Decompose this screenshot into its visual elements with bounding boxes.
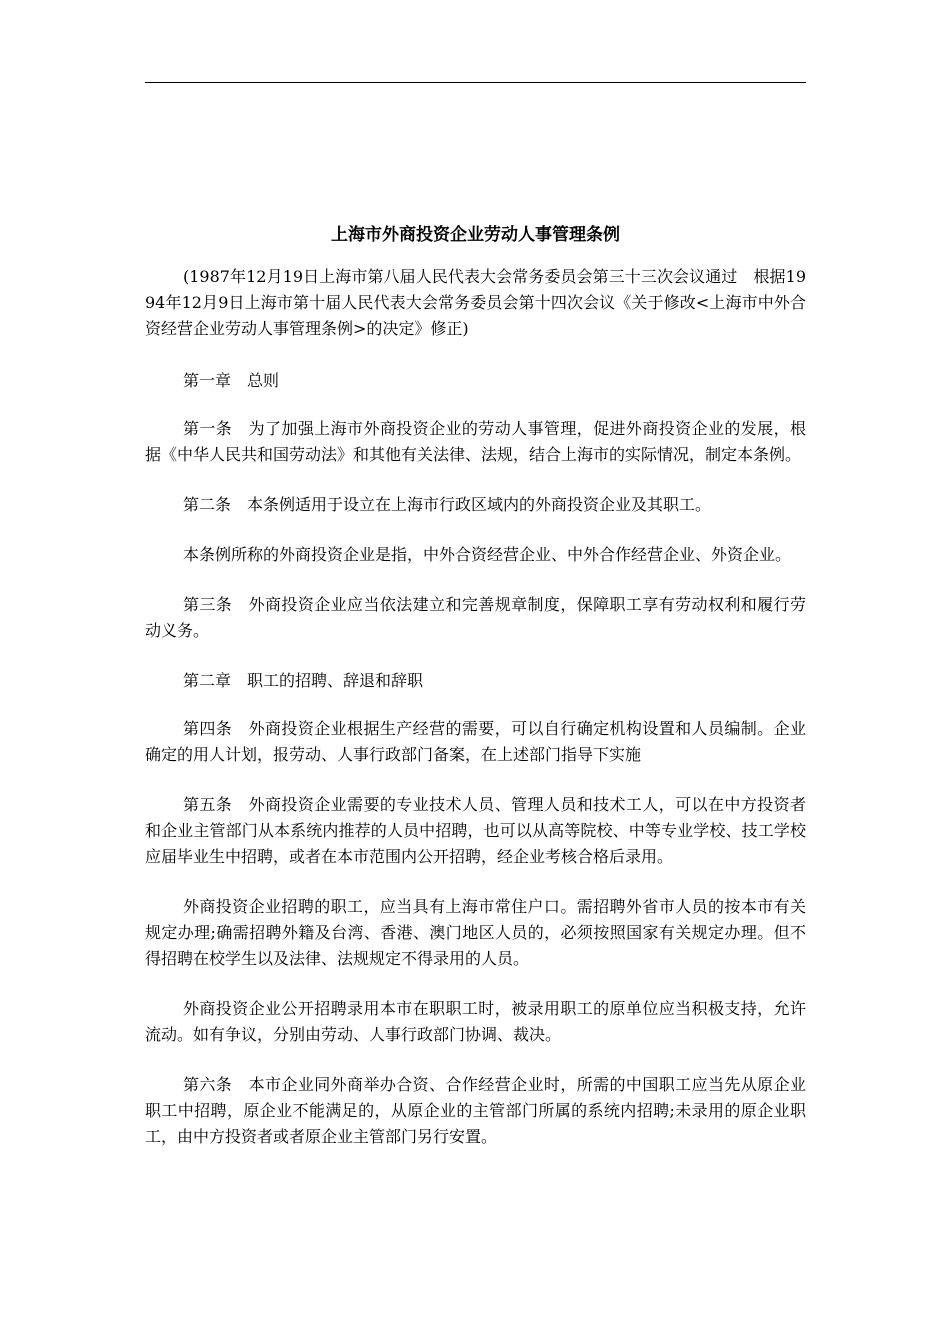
preamble-paragraph: (1987年12月19日上海市第八届人民代表大会常务委员会第三十三次会议通过 根据1994年12月9日上海市第十届人民代表大会常务委员会第十四次会议《关于修改<上海市中外合资经营企业劳动人事管理条例>的决定》修正): [145, 267, 806, 338]
document-title: 上海市外商投资企业劳动人事管理条例: [331, 225, 620, 245]
article-paragraph: 第一条 为了加强上海市外商投资企业的劳动人事管理，促进外商投资企业的发展，根据《中华人民共和国劳动法》和其他有关法律、法规，结合上海市的实际情况，制定本条例。: [145, 419, 806, 464]
article-paragraph: 第六条 本市企业同外商举办合资、合作经营企业时，所需的中国职工应当先从原企业职工中招聘，原企业不能满足的，从原企业的主管部门所属的系统内招聘;未录用的原企业职工，由中方投资者或者原企业主管部门另行安置。: [145, 1075, 806, 1146]
article-paragraph: 本条例所称的外商投资企业是指，中外合资经营企业、中外合作经营企业、外资企业。: [183, 545, 792, 564]
chapter-heading: 第二章 职工的招聘、辞退和辞职: [183, 671, 424, 690]
article-paragraph: 第二条 本条例适用于设立在上海市行政区域内的外商投资企业及其职工。: [183, 495, 712, 514]
article-paragraph: 外商投资企业公开招聘录用本市在职职工时，被录用职工的原单位应当积极支持，允许流动。如有争议，分别由劳动、人事行政部门协调、裁决。: [145, 999, 806, 1044]
article-paragraph: 第四条 外商投资企业根据生产经营的需要，可以自行确定机构设置和人员编制。企业确定的用人计划，报劳动、人事行政部门备案，在上述部门指导下实施: [145, 719, 806, 764]
article-paragraph: 外商投资企业招聘的职工，应当具有上海市常住户口。需招聘外省市人员的按本市有关规定办理;确需招聘外籍及台湾、香港、澳门地区人员的，必须按照国家有关规定办理。但不得招聘在校学生以及法律、法规规定不得录用的人员。: [145, 897, 806, 968]
chapter-heading: 第一章 总则: [183, 371, 280, 390]
article-paragraph: 第五条 外商投资企业需要的专业技术人员、管理人员和技术工人，可以在中方投资者和企业主管部门从本系统内推荐的人员中招聘，也可以从高等院校、中等专业学校、技工学校应届毕业生中招聘，或者在本市范围内公开招聘，经企业考核合格后录用。: [145, 795, 806, 866]
article-paragraph: 第三条 外商投资企业应当依法建立和完善规章制度，保障职工享有劳动权利和履行劳动义务。: [145, 595, 806, 640]
document-body: [145, 222, 806, 1174]
header-rule: [145, 82, 806, 83]
